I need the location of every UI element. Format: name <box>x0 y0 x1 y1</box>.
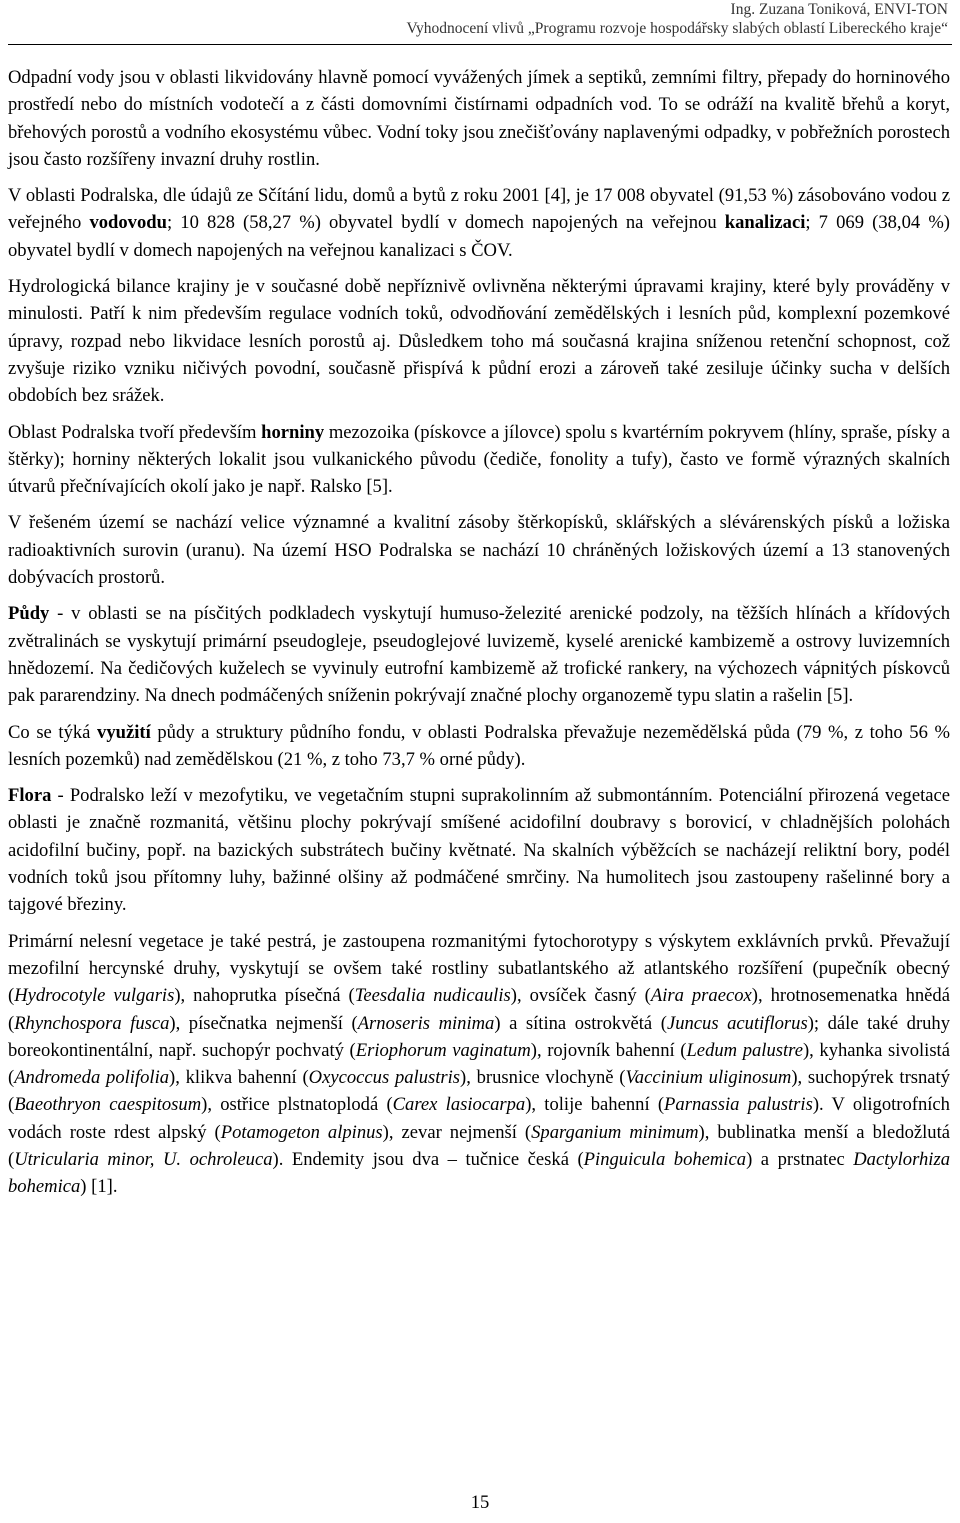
text-segment: ), zevar nejmenší ( <box>382 1121 532 1143</box>
text-segment: ), kyhanka sivolistá ( <box>8 1039 950 1089</box>
paragraph <box>8 273 950 409</box>
latin-name: Sparganium minimum <box>531 1121 699 1143</box>
text-segment: ; 10 828 (58,27 %) obyvatel bydlí v domech napojených na veřejnou <box>166 212 725 234</box>
page-number: 15 <box>470 1492 490 1513</box>
latin-name: Eriophorum vaginatum <box>355 1039 531 1061</box>
text-segment: ) a prstnatec <box>746 1148 854 1170</box>
text-segment: ); dále také druhy boreokontinentální, např. suchopýr pochvatý ( <box>8 1012 951 1061</box>
text-segment: Hydrologická bilance krajiny je v současné době nepříznivě ovlivněna některými úpravami krajiny, které byly prováděny v minulosti. Patří k nim především regulace vodních toků, odvodňování zemědělských i lesních půd, komplexní pozemkové úpravy, rozpad nebo likvidace lesních porostů aj. Důsledkem toho má současná krajina sníženou retenční schopnost, což zvyšuje riziko vzniku ničivých povodní, současně přispívá k půdní erozi a zároveň také zesiluje účinky sucha v delších obdobích bez srážek. <box>8 276 950 407</box>
text-segment: ), písečnatka nejmenší ( <box>169 1012 358 1034</box>
text-segment: půdy a struktury půdního fondu, v oblasti Podralska převažuje nezemědělská půda (79 %, z toho 56 % lesních pozemků) nad zemědělskou (21 %, z toho 73,7 % orné půdy). <box>8 721 950 770</box>
text-segment: - v oblasti se na písčitých podkladech vyskytují humuso-železité arenické podzoly, na těžších hlínách a křídových zvětralinách se vyskytují primární pseudogleje, pseudoglejové luvizemě, kyselé arenické kambizemě a ostrovy luvizemních hnědozemí. Na čedičových kuželech se vyvinuly eutrofní kambizemě až trofické rankery, na výchozech vápnitých pískovců pak pararendziny. Na dnech podmáčených sníženin pokrývají značné plochy organozemě typu slatin a rašelin [5]. <box>8 603 950 707</box>
latin-name: Andromeda polifolia <box>14 1067 170 1089</box>
latin-name: Pinguicula bohemica <box>583 1148 747 1170</box>
text-segment: ), hrotnosemenatka hnědá ( <box>8 985 950 1034</box>
paragraph <box>8 782 950 918</box>
text-segment: Co se týká <box>8 721 98 743</box>
latin-name: Rhynchospora fusca <box>14 1012 170 1034</box>
text-segment: Primární nelesní vegetace je také pestrá, je zastoupena rozmanitými fytochorotypy s výskytem exklávních prvků. Převažují mezofilní hercynské druhy, vyskytují se ovšem také rostliny subatlantského až atlantského rozšíření (pupečník obecný ( <box>8 930 950 1007</box>
paragraph <box>8 719 950 774</box>
text-segment: Odpadní vody jsou v oblasti likvidovány hlavně pomocí vyvážených jímek a septiků, zemními filtry, přepady do horninového prostředí nebo do místních vodotečí a z části domovními čistírnami odpadních vod. To se odráží na kvalitě břehů a koryt, břehových porostů a vodního ekosystému vůbec. Vodní toky jsou znečišťovány naplavenými odpadky, v pobřežních porostech jsou často rozšířeny invazní druhy rostlin. <box>8 67 950 170</box>
latin-name: Arnoseris minima <box>357 1012 495 1034</box>
text-segment: ) a sítina ostrokvětá ( <box>494 1012 667 1034</box>
text-segment: ), suchopýrek trsnatý ( <box>8 1067 951 1116</box>
header-document-title: Vyhodnocení vlivů „Programu rozvoje hospodářsky slabých oblastí Libereckého kraje“ <box>406 20 948 37</box>
text-segment: ), tolije bahenní ( <box>525 1094 665 1116</box>
text-segment: ), nahoprutka písečná ( <box>174 985 355 1007</box>
bold-term: kanalizaci <box>724 212 806 234</box>
page-header <box>407 0 949 38</box>
latin-name: Oxycoccus palustris <box>308 1067 461 1089</box>
bold-term: Flora <box>8 785 52 807</box>
text-segment: mezozoika (pískovce a jílovce) spolu s kvartérním pokryvem (hlíny, spraše, písky a štěrky); horniny některých lokalit jsou vulkanického původu (čediče, fonolity a tufy), často ve formě výrazných skalních útvarů přečnívajících okolí jako je např. Ralsko [5]. <box>8 421 950 498</box>
latin-name: Dactylorhiza bohemica <box>8 1148 950 1198</box>
latin-name: Carex lasiocarpa <box>392 1094 526 1116</box>
text-segment: ), rojovník bahenní ( <box>530 1039 687 1061</box>
latin-name: Ledum palustre <box>686 1039 803 1061</box>
paragraph <box>8 419 950 501</box>
header-author: Ing. Zuzana Toniková, ENVI-TON <box>730 1 948 18</box>
text-segment: ), brusnice vlochyně ( <box>460 1067 626 1089</box>
text-segment: Oblast Podralska tvoří především <box>8 421 262 443</box>
text-segment: ). V oligotrofních vodách roste rdest alpský ( <box>8 1094 950 1143</box>
paragraph <box>8 600 950 709</box>
bold-term: využití <box>97 721 151 743</box>
latin-name: Juncus acutiflorus <box>666 1012 808 1034</box>
text-segment: V řešeném území se nachází velice významné a kvalitní zásoby štěrkopísků, sklářských a slévárenských písků a ložiska radioaktivních surovin (uranu). Na území HSO Podralska se nachází 10 chráněných ložiskových území a 13 stanovených dobývacích prostorů. <box>8 512 950 589</box>
text-segment: ; 7 069 (38,04 %) obyvatel bydlí v domech napojených na veřejnou kanalizaci s ČOV. <box>8 212 951 261</box>
paragraph <box>8 928 950 1201</box>
document-body <box>8 64 950 1210</box>
paragraph <box>8 509 950 591</box>
header-divider <box>8 44 952 45</box>
latin-name: Teesdalia nudicaulis <box>354 985 511 1007</box>
bold-term: vodovodu <box>89 212 167 234</box>
text-segment: ), bublinatka menší a bledožlutá ( <box>8 1121 951 1170</box>
text-segment: - Podralsko leží v mezofytiku, ve vegetačním stupni suprakolinním až submontánním. Potenciální přirozená vegetace oblasti je značně rozmanitá, většinu plochy pokrývají smíšené acidofilní doubravy s borovicí, v chladnějších polohách acidofilní bučiny, popř. na bazických substrátech bučiny květnaté. Na skalních výběžcích se nacházejí reliktní bory, podél vodních toků jsou přítomny luhy, bažinné olšiny až podmáčené smrčiny. Na humolitech jsou zastoupeny rašelinné bory a tajgové březiny. <box>8 785 950 916</box>
text-segment: ) [1]. <box>80 1176 118 1198</box>
bold-term: horniny <box>261 421 325 443</box>
text-segment: ). Endemity jsou dva – tučnice česká ( <box>272 1148 584 1170</box>
latin-name: Baeothryon caespitosum <box>14 1094 202 1116</box>
latin-name: Utricularia minor, U. ochroleuca <box>14 1148 273 1170</box>
latin-name: Vaccinium uliginosum <box>625 1067 792 1089</box>
text-segment: ), ovsíček časný ( <box>510 985 651 1007</box>
text-segment: V oblasti Podralska, dle údajů ze Sčítání lidu, domů a bytů z roku 2001 [4], je 17 008 obyvatel (91,53 %) zásobováno vodou z veřejného <box>8 185 950 234</box>
latin-name: Potamogeton alpinus <box>220 1121 383 1143</box>
bold-term: Půdy <box>8 603 50 625</box>
latin-name: Aira praecox <box>650 985 752 1007</box>
latin-name: Hydrocotyle vulgaris <box>14 985 175 1007</box>
paragraph <box>8 182 950 264</box>
text-segment: ), ostřice plstnatoplodá ( <box>201 1094 393 1116</box>
latin-name: Parnassia palustris <box>664 1094 813 1116</box>
paragraph <box>8 64 950 173</box>
text-segment: ), klikva bahenní ( <box>169 1067 309 1089</box>
